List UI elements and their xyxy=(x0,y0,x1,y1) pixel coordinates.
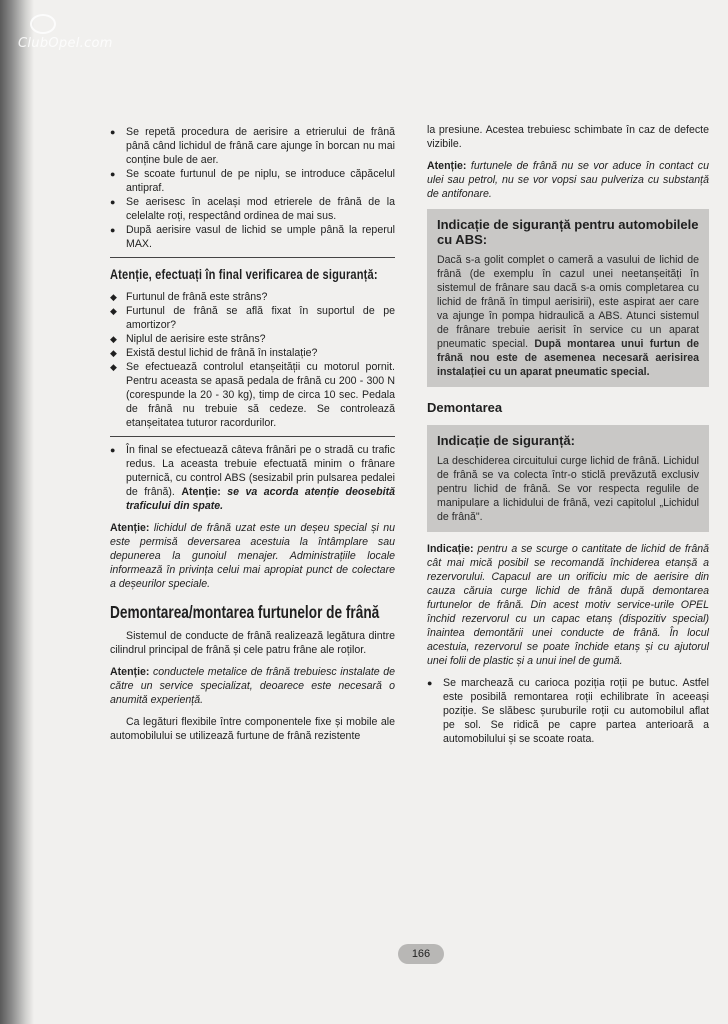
safety-box-text: La deschiderea circuitului curge lichid de frână. Lichidul de frână se va colecta într-o sticlă prevăzută exclusiv pentru lichid de frână. Se vor respecta regulile de manipulare a lichidului de frână, vezi capitolul „Lichidul de frână". xyxy=(437,455,699,523)
check-item: ◆ Există destul lichid de frână în instalație? xyxy=(110,346,395,360)
divider xyxy=(110,436,395,437)
note-waste xyxy=(110,521,395,591)
safety-box xyxy=(427,425,709,532)
subheading-demontarea: Demontarea xyxy=(427,400,503,415)
note-text: conductele metalice de frână trebuiesc instalate de către un service specializat, deoarece este necesară o anumită experiență. xyxy=(110,666,395,706)
attention-label: Atenție: xyxy=(427,160,467,172)
check-item: ◆ Niplul de aerisire este strâns? xyxy=(110,332,395,346)
final-bullet-list xyxy=(110,443,395,513)
section-heading: Demontarea/montarea furtunelor de frână xyxy=(110,602,380,622)
attention-label: Atenție: xyxy=(110,522,150,534)
right-column xyxy=(427,123,709,746)
attention-emphasis: se va acorda atenție deosebită traficului din spate. xyxy=(126,486,395,512)
list-item: ● Se aerisesc în același mod etrierele de frână de la celelalte roți, respectând ordinea de mai sus. xyxy=(110,195,395,223)
attention-label: Atenție: xyxy=(181,486,221,498)
indication-label: Indicație: xyxy=(427,543,474,555)
check-item: ◆ Se efectuează controlul etanșeității cu motorul pornit. Pentru aceasta se apasă pedala de frână cu 200 - 300 N (corespunde la 20 - 30 kg), timp de circa 10 sec. Pedala de frână nu trebuie să cedeze. Se controlează etanșeitatea tuturor racordurilor. xyxy=(110,360,395,430)
check-item: ◆ Furtunul de frână se află fixat în suportul de pe amortizor? xyxy=(110,304,395,332)
opel-logo-watermark xyxy=(30,14,56,34)
safety-box-bold: După montarea unui furtun de frână nou este de asemenea necesară aerisirea instalației cu un aparat pneumatic special. xyxy=(437,338,700,378)
note-reservoir xyxy=(427,542,709,668)
safety-check-heading: Atenție, efectuați în final verificarea de siguranță: xyxy=(110,267,378,282)
attention-label: Atenție: xyxy=(110,666,150,678)
book-binding-shadow xyxy=(0,0,34,1024)
safety-box-title: Indicație de siguranță: xyxy=(437,433,575,448)
paragraph: la presiune. Acestea trebuiesc schimbate în caz de defecte vizibile. xyxy=(427,124,709,150)
list-item: ● Se marchează cu carioca poziția roții pe butuc. Astfel este posibilă remontarea roții echilibrate în aceeași poziție. Se slăbesc șuruburile roții cu automobilul aflat pe sol. Se ridică pe capre partea anterioară a automobilului și se scoate roata. xyxy=(427,676,709,746)
check-list xyxy=(110,290,395,430)
page-number: 166 xyxy=(398,944,444,964)
note-hoses xyxy=(427,159,709,201)
note-text: lichidul de frână uzat este un deșeu special și nu este permisă deversarea acestuia la întâmplare sau depunerea la gunoiul menajer. Administrațiile locale informează în privința celui mai apropiat punct de colectare a deșeurilor speciale. xyxy=(110,522,395,590)
note-metal-lines xyxy=(110,665,395,707)
note-text: pentru a se scurge o cantitate de lichid de frână cât mai mică posibil se recomandă închiderea etanșă a rezervorului. Capacul are un orificiu mic de aerisire din cauza căruia curge lichid de frână după demontarea furtunelor de frână. Din acest motiv service-urile OPEL închid rezervorul cu un capac etanș (dispozitiv special) înaintea demontării unei conducte de frână. În locul acestuia, rezervorul se poate închide etanș și cu ajutorul unei folii de plastic și a unui inel de gumă. xyxy=(427,543,709,667)
divider xyxy=(110,257,395,258)
safety-box-abs xyxy=(427,209,709,387)
bullet-list-top xyxy=(110,125,395,251)
watermark-text: ClubOpel.com xyxy=(18,36,113,51)
list-item xyxy=(110,443,395,513)
safety-box-body: Dacă s-a golit complet o cameră a vasului de lichid de frână (de exemplu în cazul unei neetanșeități în sistemul de frânare sau dacă s-a omis completarea cu lichid de frână în timpul aerisirii), este aspirat aer care va ajunge în pompa hidraulică a ABS. Atunci sistemul de frânare trebuie aerisit în service cu un aparat pneumatic special. xyxy=(437,254,699,350)
paragraph: Ca legături flexibile între componentele fixe și mobile ale automobilului se utilizează furtune de frână rezistente xyxy=(110,716,395,742)
safety-box-title: Indicație de siguranță pentru automobilele cu ABS: xyxy=(437,217,699,247)
safety-box-text xyxy=(437,253,699,379)
list-item: ● După aerisire vasul de lichid se umple până la reperul MAX. xyxy=(110,223,395,251)
note-text: furtunele de frână nu se vor aduce în contact cu ulei sau petrol, nu se vor vopsi sau pulveriza cu substanță de antifonare. xyxy=(427,160,709,200)
left-column xyxy=(110,125,395,751)
final-bullet-text: În final se efectuează câteva frânări pe o stradă cu trafic redus. La aceasta trebuie efectuată minim o frânare puternică, cu control ABS (sesizabil prin pulsarea pedalei de frână). xyxy=(126,444,395,498)
list-item: ● Se scoate furtunul de pe niplu, se introduce căpăcelul antipraf. xyxy=(110,167,395,195)
bullet-list-bottom xyxy=(427,676,709,746)
list-item: ● Se repetă procedura de aerisire a etrierului de frână până când lichidul de frână care ajunge în borcan nu mai conține bule de aer. xyxy=(110,125,395,167)
check-item: ◆ Furtunul de frână este strâns? xyxy=(110,290,395,304)
paragraph: Sistemul de conducte de frână realizează legătura dintre cilindrul principal de frână și cele patru frâne ale roților. xyxy=(110,630,395,656)
